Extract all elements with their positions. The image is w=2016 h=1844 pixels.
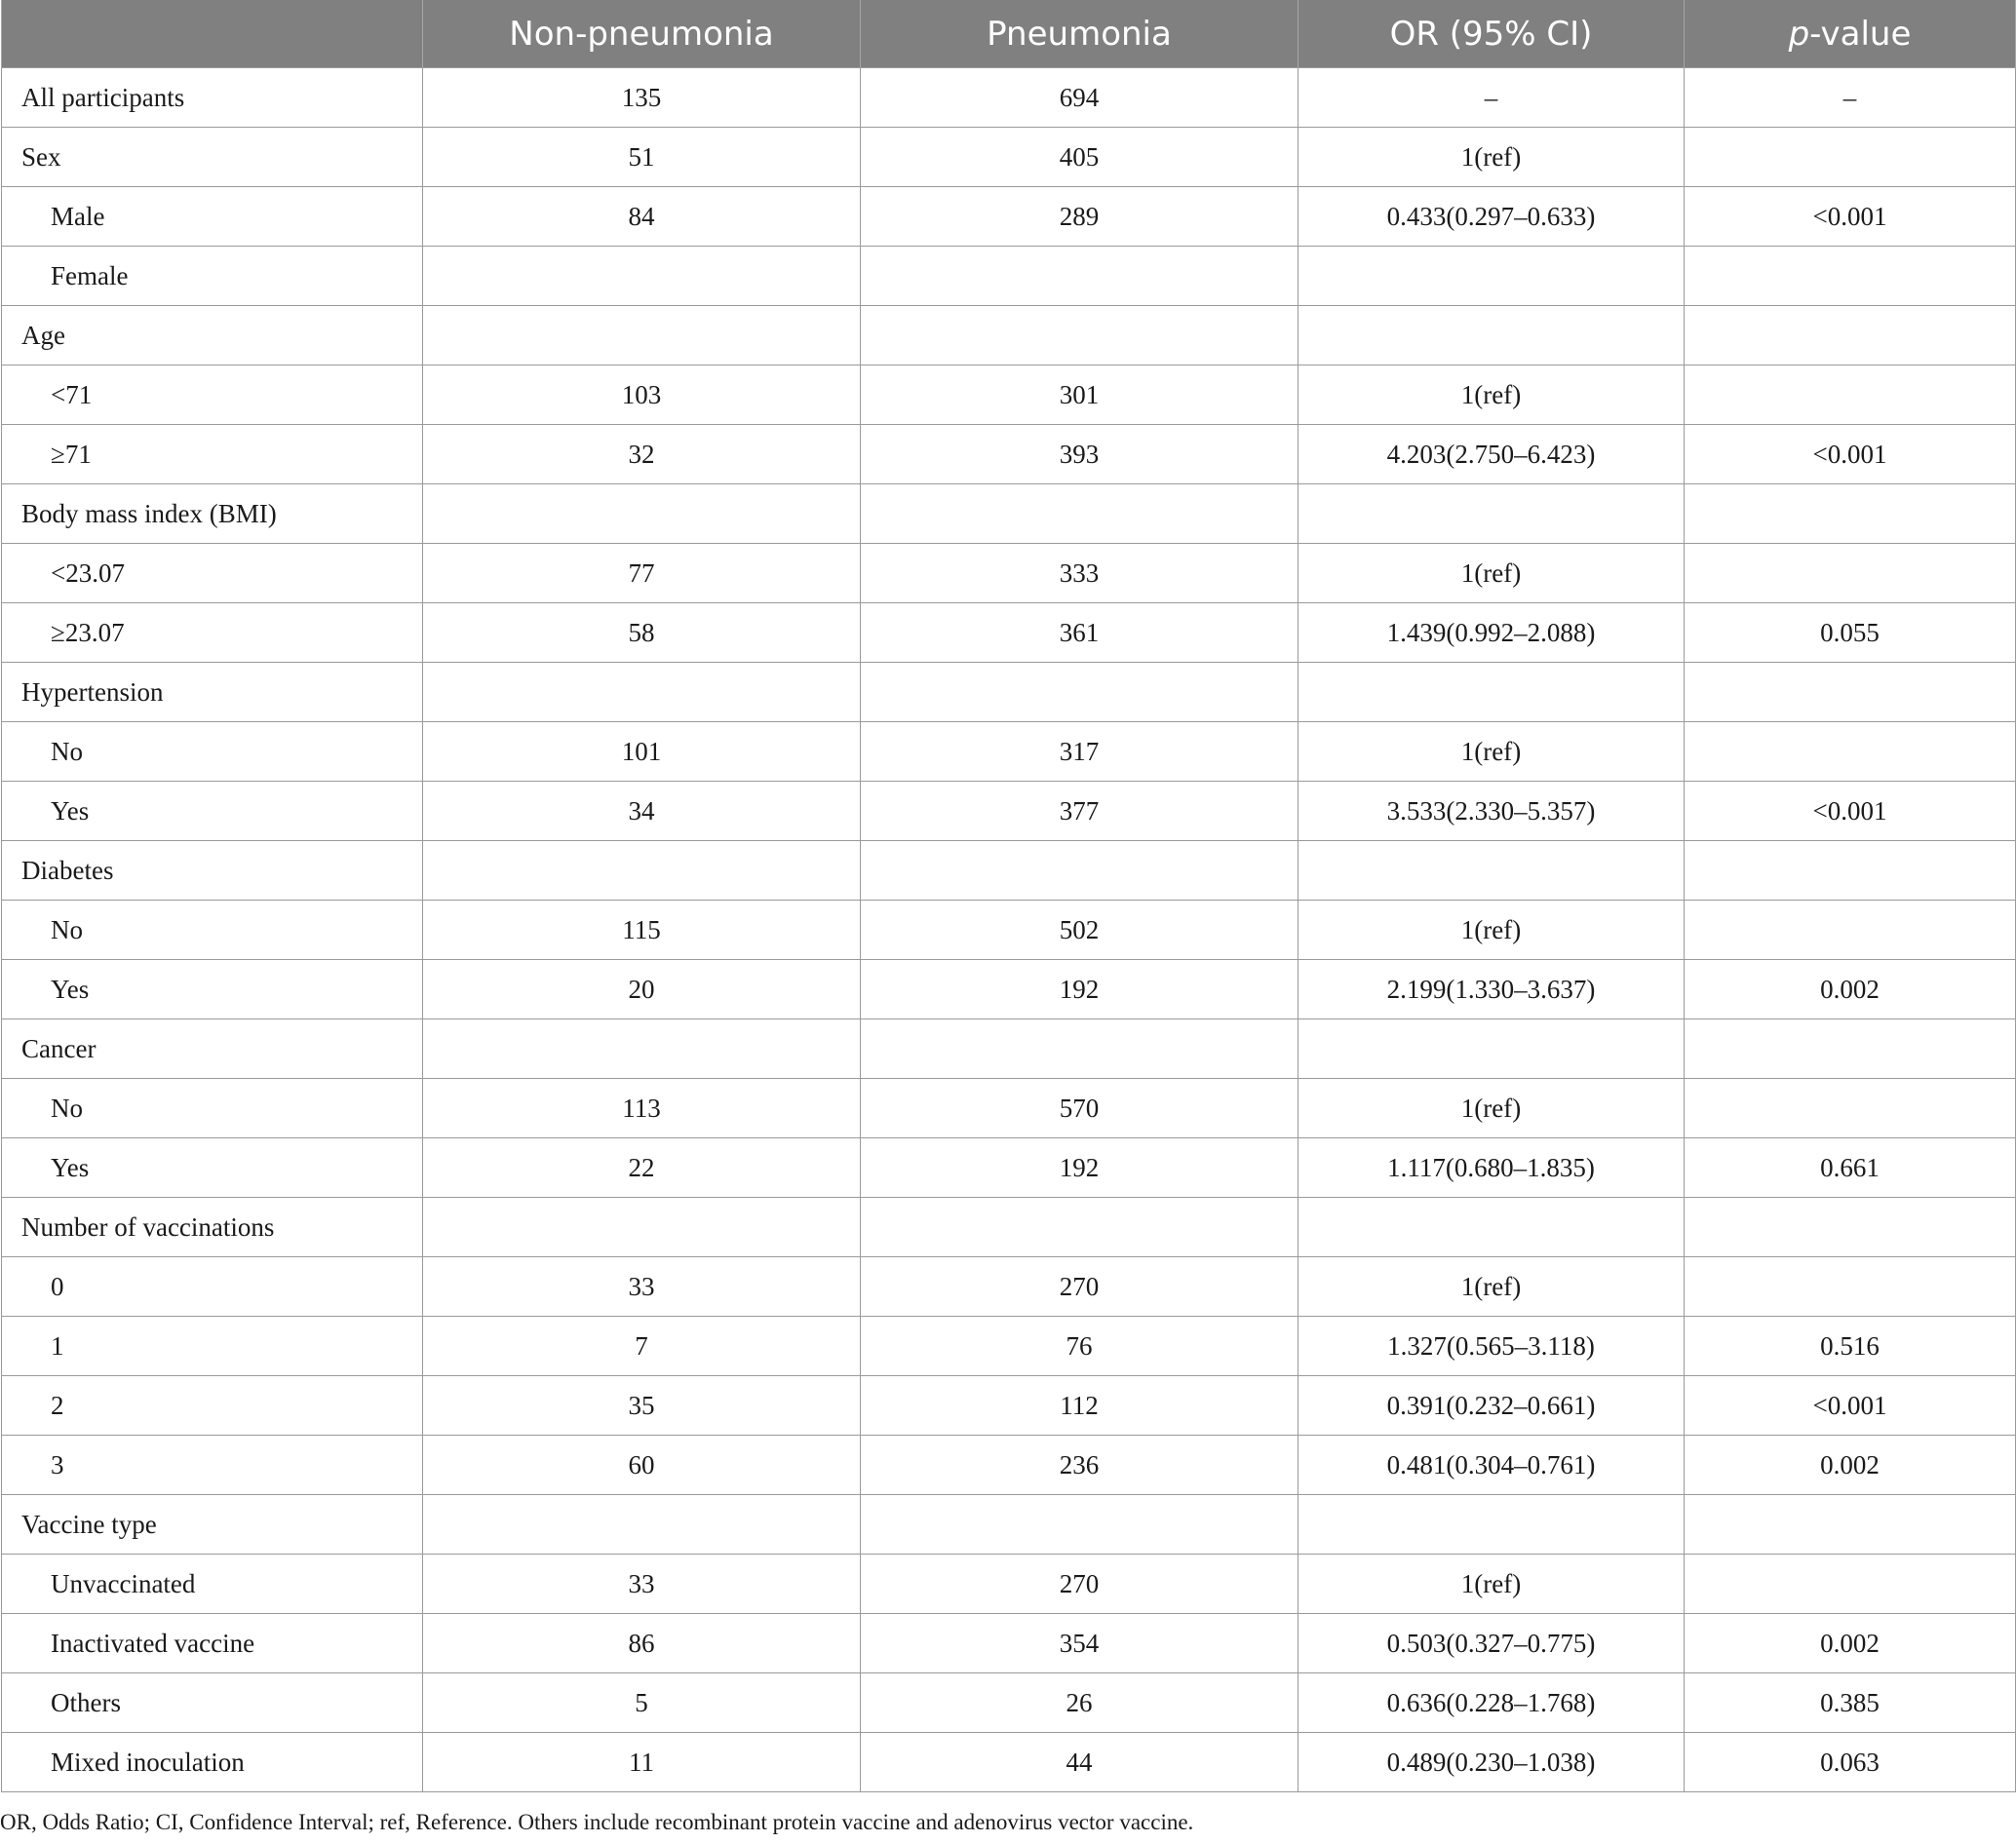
cell-p-value <box>1685 1555 2016 1614</box>
cell-non-pneumonia: 33 <box>423 1555 861 1614</box>
table-row <box>2 960 2016 1019</box>
cell-pneumonia: 236 <box>861 1436 1299 1495</box>
table-row <box>2 306 2016 365</box>
cell-p-value: 0.385 <box>1685 1673 2016 1733</box>
cell-p-value <box>1685 544 2016 603</box>
cell-p-value <box>1685 722 2016 782</box>
table-row <box>2 663 2016 722</box>
cell-pneumonia <box>861 1495 1299 1555</box>
row-label: Yes <box>2 960 423 1019</box>
cell-or-ci <box>1299 484 1685 544</box>
cell-non-pneumonia: 5 <box>423 1673 861 1733</box>
table-footnote: OR, Odds Ratio; CI, Confidence Interval; ref, Reference. Others include recombinant protein vaccine and adenovirus vector vaccine. <box>0 1810 1194 1834</box>
table-row <box>2 1317 2016 1376</box>
cell-or-ci: 1(ref) <box>1299 365 1685 425</box>
table-row <box>2 1138 2016 1198</box>
cell-non-pneumonia: 7 <box>423 1317 861 1376</box>
cell-pneumonia: 112 <box>861 1376 1299 1436</box>
header-pneumonia: Pneumonia <box>861 0 1299 68</box>
results-table <box>1 0 2016 1792</box>
cell-non-pneumonia <box>423 247 861 306</box>
cell-or-ci <box>1299 663 1685 722</box>
header-p-italic: p <box>1788 14 1810 54</box>
row-label: 2 <box>2 1376 423 1436</box>
cell-p-value: 0.661 <box>1685 1138 2016 1198</box>
row-label: 3 <box>2 1436 423 1495</box>
row-label: Vaccine type <box>2 1495 423 1555</box>
cell-pneumonia: 301 <box>861 365 1299 425</box>
cell-or-ci: 0.503(0.327–0.775) <box>1299 1614 1685 1673</box>
cell-non-pneumonia: 22 <box>423 1138 861 1198</box>
cell-p-value: <0.001 <box>1685 782 2016 841</box>
table-body <box>2 68 2016 1792</box>
cell-or-ci: 1(ref) <box>1299 1257 1685 1317</box>
table-row <box>2 544 2016 603</box>
cell-p-value: <0.001 <box>1685 425 2016 484</box>
cell-pneumonia: 76 <box>861 1317 1299 1376</box>
cell-pneumonia: 361 <box>861 603 1299 663</box>
table-row <box>2 128 2016 187</box>
cell-p-value <box>1685 306 2016 365</box>
table-row <box>2 841 2016 901</box>
cell-or-ci: 1(ref) <box>1299 722 1685 782</box>
cell-or-ci: 1(ref) <box>1299 544 1685 603</box>
cell-non-pneumonia: 20 <box>423 960 861 1019</box>
header-p-suffix: -value <box>1809 14 1912 54</box>
header-non-pneumonia: Non-pneumonia <box>423 0 861 68</box>
cell-non-pneumonia: 35 <box>423 1376 861 1436</box>
table-row <box>2 187 2016 247</box>
row-label: 0 <box>2 1257 423 1317</box>
cell-pneumonia: 393 <box>861 425 1299 484</box>
cell-non-pneumonia: 11 <box>423 1733 861 1792</box>
cell-or-ci: 1.327(0.565–3.118) <box>1299 1317 1685 1376</box>
row-label: Mixed inoculation <box>2 1733 423 1792</box>
cell-pneumonia: 570 <box>861 1079 1299 1138</box>
table-row <box>2 1198 2016 1257</box>
cell-or-ci: 1(ref) <box>1299 1079 1685 1138</box>
cell-or-ci: 0.481(0.304–0.761) <box>1299 1436 1685 1495</box>
row-label: ≥23.07 <box>2 603 423 663</box>
row-label: <71 <box>2 365 423 425</box>
table-row <box>2 484 2016 544</box>
cell-or-ci: 0.433(0.297–0.633) <box>1299 187 1685 247</box>
row-label: Hypertension <box>2 663 423 722</box>
row-label: Diabetes <box>2 841 423 901</box>
cell-non-pneumonia <box>423 306 861 365</box>
cell-p-value: 0.002 <box>1685 960 2016 1019</box>
cell-or-ci: 1(ref) <box>1299 901 1685 960</box>
cell-non-pneumonia <box>423 1198 861 1257</box>
header-or-ci: OR (95% CI) <box>1299 0 1685 68</box>
cell-or-ci: 1(ref) <box>1299 128 1685 187</box>
cell-p-value <box>1685 1495 2016 1555</box>
cell-p-value <box>1685 841 2016 901</box>
cell-pneumonia: 44 <box>861 1733 1299 1792</box>
row-label: <23.07 <box>2 544 423 603</box>
cell-p-value: <0.001 <box>1685 187 2016 247</box>
cell-p-value <box>1685 663 2016 722</box>
table-row <box>2 1614 2016 1673</box>
header-variable <box>2 0 423 68</box>
cell-non-pneumonia <box>423 484 861 544</box>
cell-non-pneumonia: 115 <box>423 901 861 960</box>
cell-or-ci: – <box>1299 68 1685 128</box>
row-label: No <box>2 1079 423 1138</box>
cell-non-pneumonia <box>423 1495 861 1555</box>
cell-p-value <box>1685 1198 2016 1257</box>
cell-p-value <box>1685 1257 2016 1317</box>
cell-pneumonia: 377 <box>861 782 1299 841</box>
cell-or-ci: 1.439(0.992–2.088) <box>1299 603 1685 663</box>
cell-pneumonia: 270 <box>861 1555 1299 1614</box>
cell-p-value <box>1685 1019 2016 1079</box>
cell-or-ci: 1.117(0.680–1.835) <box>1299 1138 1685 1198</box>
cell-or-ci <box>1299 1019 1685 1079</box>
cell-pneumonia: 694 <box>861 68 1299 128</box>
table-row <box>2 1555 2016 1614</box>
cell-p-value: – <box>1685 68 2016 128</box>
cell-or-ci: 0.636(0.228–1.768) <box>1299 1673 1685 1733</box>
cell-non-pneumonia: 34 <box>423 782 861 841</box>
cell-pneumonia <box>861 484 1299 544</box>
cell-non-pneumonia: 60 <box>423 1436 861 1495</box>
cell-or-ci <box>1299 306 1685 365</box>
cell-or-ci <box>1299 247 1685 306</box>
cell-non-pneumonia: 77 <box>423 544 861 603</box>
cell-p-value <box>1685 484 2016 544</box>
row-label: Yes <box>2 782 423 841</box>
cell-p-value <box>1685 365 2016 425</box>
cell-non-pneumonia <box>423 1019 861 1079</box>
cell-pneumonia: 289 <box>861 187 1299 247</box>
cell-pneumonia: 192 <box>861 960 1299 1019</box>
table-row <box>2 722 2016 782</box>
cell-or-ci: 2.199(1.330–3.637) <box>1299 960 1685 1019</box>
cell-or-ci: 0.489(0.230–1.038) <box>1299 1733 1685 1792</box>
table-row <box>2 603 2016 663</box>
row-label: 1 <box>2 1317 423 1376</box>
cell-pneumonia: 502 <box>861 901 1299 960</box>
table-row <box>2 365 2016 425</box>
row-label: No <box>2 901 423 960</box>
row-label: Female <box>2 247 423 306</box>
table-row <box>2 68 2016 128</box>
cell-non-pneumonia: 101 <box>423 722 861 782</box>
row-label: All participants <box>2 68 423 128</box>
row-label: Male <box>2 187 423 247</box>
table-row <box>2 1376 2016 1436</box>
cell-p-value: <0.001 <box>1685 1376 2016 1436</box>
cell-p-value: 0.516 <box>1685 1317 2016 1376</box>
cell-non-pneumonia: 103 <box>423 365 861 425</box>
table-row <box>2 782 2016 841</box>
row-label: Inactivated vaccine <box>2 1614 423 1673</box>
cell-or-ci <box>1299 1198 1685 1257</box>
cell-p-value <box>1685 901 2016 960</box>
row-label: Sex <box>2 128 423 187</box>
cell-pneumonia: 354 <box>861 1614 1299 1673</box>
row-label: No <box>2 722 423 782</box>
table-row <box>2 247 2016 306</box>
cell-pneumonia <box>861 663 1299 722</box>
table-row <box>2 1733 2016 1792</box>
row-label: Others <box>2 1673 423 1733</box>
cell-non-pneumonia: 58 <box>423 603 861 663</box>
cell-p-value: 0.055 <box>1685 603 2016 663</box>
row-label: Body mass index (BMI) <box>2 484 423 544</box>
cell-pneumonia <box>861 1198 1299 1257</box>
cell-p-value: 0.063 <box>1685 1733 2016 1792</box>
cell-pneumonia: 405 <box>861 128 1299 187</box>
table-row <box>2 1436 2016 1495</box>
table-row <box>2 1079 2016 1138</box>
cell-p-value <box>1685 128 2016 187</box>
cell-or-ci <box>1299 1495 1685 1555</box>
cell-non-pneumonia: 135 <box>423 68 861 128</box>
cell-p-value <box>1685 247 2016 306</box>
table-row <box>2 1673 2016 1733</box>
row-label: Unvaccinated <box>2 1555 423 1614</box>
cell-or-ci: 0.391(0.232–0.661) <box>1299 1376 1685 1436</box>
table-row <box>2 425 2016 484</box>
cell-or-ci: 3.533(2.330–5.357) <box>1299 782 1685 841</box>
cell-pneumonia <box>861 306 1299 365</box>
cell-p-value: 0.002 <box>1685 1436 2016 1495</box>
table-row <box>2 901 2016 960</box>
cell-pneumonia <box>861 247 1299 306</box>
cell-or-ci <box>1299 841 1685 901</box>
table-row <box>2 1019 2016 1079</box>
cell-non-pneumonia <box>423 841 861 901</box>
table-row <box>2 1495 2016 1555</box>
cell-pneumonia: 26 <box>861 1673 1299 1733</box>
cell-p-value: 0.002 <box>1685 1614 2016 1673</box>
cell-or-ci: 1(ref) <box>1299 1555 1685 1614</box>
row-label: Age <box>2 306 423 365</box>
row-label: Cancer <box>2 1019 423 1079</box>
cell-non-pneumonia: 86 <box>423 1614 861 1673</box>
table-row <box>2 1257 2016 1317</box>
cell-pneumonia: 333 <box>861 544 1299 603</box>
cell-pneumonia: 270 <box>861 1257 1299 1317</box>
row-label: Number of vaccinations <box>2 1198 423 1257</box>
cell-non-pneumonia: 51 <box>423 128 861 187</box>
cell-non-pneumonia <box>423 663 861 722</box>
cell-non-pneumonia: 33 <box>423 1257 861 1317</box>
cell-pneumonia: 192 <box>861 1138 1299 1198</box>
cell-pneumonia: 317 <box>861 722 1299 782</box>
row-label: ≥71 <box>2 425 423 484</box>
cell-p-value <box>1685 1079 2016 1138</box>
cell-pneumonia <box>861 841 1299 901</box>
header-p-value <box>1685 0 2016 68</box>
row-label: Yes <box>2 1138 423 1198</box>
cell-non-pneumonia: 32 <box>423 425 861 484</box>
cell-non-pneumonia: 84 <box>423 187 861 247</box>
table-header-row <box>2 0 2016 68</box>
cell-or-ci: 4.203(2.750–6.423) <box>1299 425 1685 484</box>
cell-pneumonia <box>861 1019 1299 1079</box>
cell-non-pneumonia: 113 <box>423 1079 861 1138</box>
